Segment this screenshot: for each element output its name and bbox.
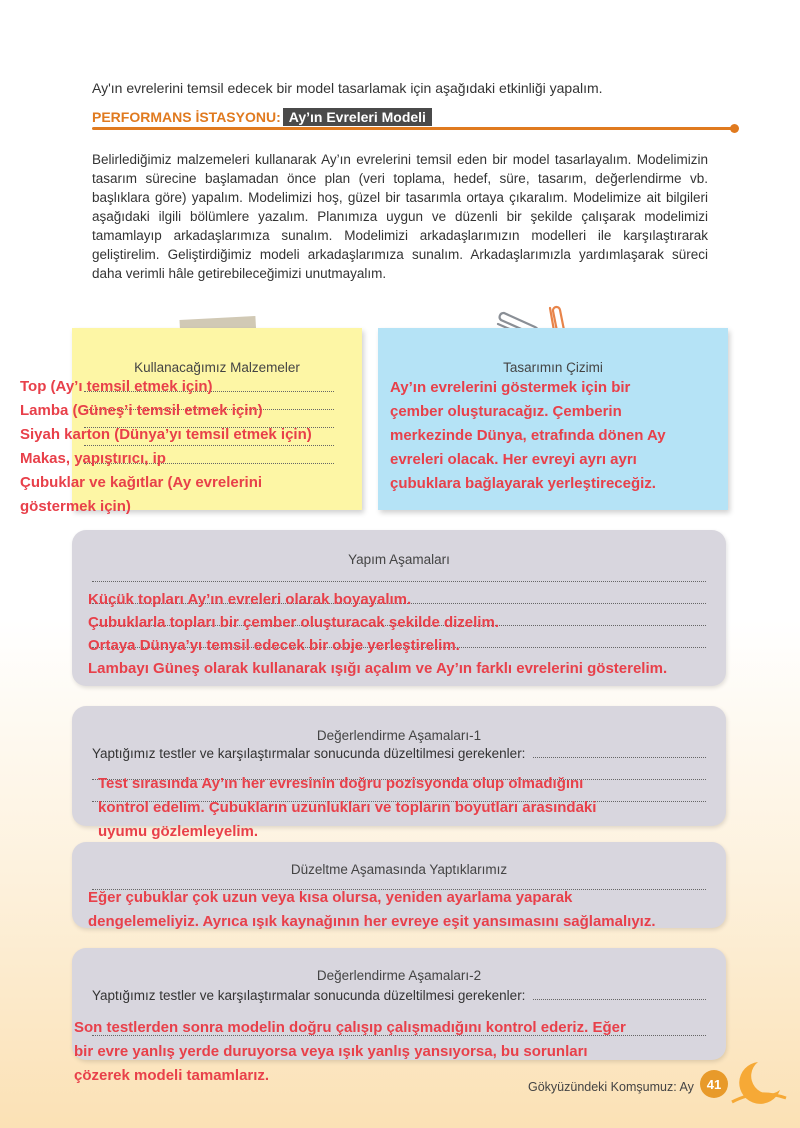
intro-text: Ay'ın evrelerini temsil edecek bir model tasarlamak için aşağıdaki etkinliği yapalım. bbox=[92, 80, 603, 96]
design-line: çember oluşturacağız. Çemberin bbox=[390, 403, 622, 420]
material-item: Siyah karton (Dünya’yı temsil etmek için) bbox=[20, 426, 312, 443]
evaluation-1-prompt: Yaptığımız testler ve karşılaştırmalar sonucunda düzeltilmesi gerekenler: bbox=[92, 746, 526, 761]
evaluation-2-line: bir evre yanlış yerde duruyorsa veya ışık yanlış yansıyorsa, bu sorunları bbox=[74, 1043, 588, 1060]
design-line: merkezinde Dünya, etrafında dönen Ay bbox=[390, 427, 666, 444]
evaluation-2-line: Son testlerden sonra modelin doğru çalışıp çalışmadığını kontrol ederiz. Eğer bbox=[74, 1019, 626, 1036]
evaluation-2-prompt: Yaptığımız testler ve karşılaştırmalar sonucunda düzeltilmesi gerekenler: bbox=[92, 988, 526, 1003]
footer-unit-title: Gökyüzündeki Komşumuz: Ay bbox=[528, 1080, 694, 1094]
heading-rule bbox=[92, 127, 732, 130]
performance-tag: Ay’ın Evreleri Modeli bbox=[283, 108, 432, 126]
build-step: Lambayı Güneş olarak kullanarak ışığı açalım ve Ay’ın farklı evrelerini gösterelim. bbox=[88, 660, 668, 677]
correction-notes bbox=[88, 886, 788, 934]
materials-list bbox=[20, 375, 380, 519]
design-description bbox=[390, 376, 730, 496]
design-line: Ay’ın evrelerini göstermek için bir bbox=[390, 379, 631, 396]
evaluation-1-line: uyumu gözlemleyelim. bbox=[98, 823, 259, 840]
correction-line: Eğer çubuklar çok uzun veya kısa olursa, yeniden ayarlama yaparak bbox=[88, 889, 573, 906]
build-step: Çubuklarla topları bir çember oluşturacak şekilde dizelim. bbox=[88, 614, 499, 631]
heading-rule-dot bbox=[730, 124, 739, 133]
correction-title: Düzeltme Aşamasında Yaptıklarımız bbox=[290, 862, 508, 877]
performance-label: PERFORMANS İSTASYONU: bbox=[92, 109, 281, 125]
design-line: çubuklara bağlayarak yerleştireceğiz. bbox=[390, 475, 656, 492]
build-title: Yapım Aşamaları bbox=[348, 552, 450, 567]
material-item: Makas, yapıştırıcı, ip bbox=[20, 450, 166, 467]
material-item: Top (Ay’ı temsil etmek için) bbox=[20, 378, 213, 395]
evaluation-1-line: kontrol edelim. Çubukların uzunlukları ve topların boyutları arasındaki bbox=[98, 799, 597, 816]
performance-heading bbox=[92, 108, 432, 126]
evaluation-2-line: çözerek modeli tamamlarız. bbox=[74, 1067, 270, 1084]
evaluation-2-notes bbox=[74, 1016, 774, 1088]
page-number: 41 bbox=[700, 1070, 728, 1098]
material-item: Lamba (Güneş’i temsil etmek için) bbox=[20, 402, 263, 419]
design-line: evreleri olacak. Her evreyi ayrı ayrı bbox=[390, 451, 637, 468]
material-item: Çubuklar ve kağıtlar (Ay evrelerini bbox=[20, 474, 263, 491]
evaluation-1-line: Test sırasında Ay’ın her evresinin doğru pozisyonda olup olmadığını bbox=[98, 775, 584, 792]
moon-crescent-icon bbox=[728, 1058, 788, 1108]
evaluation-1-notes bbox=[98, 772, 738, 844]
build-steps bbox=[88, 588, 788, 680]
evaluation-1-title: Değerlendirme Aşamaları-1 bbox=[316, 728, 482, 743]
materials-title: Kullanacağımız Malzemeler bbox=[134, 360, 300, 375]
evaluation-2-title: Değerlendirme Aşamaları-2 bbox=[316, 968, 482, 983]
build-step: Ortaya Dünya’yı temsil edecek bir obje yerleştirelim. bbox=[88, 637, 460, 654]
design-title: Tasarımın Çizimi bbox=[503, 360, 603, 375]
material-item: göstermek için) bbox=[20, 498, 131, 515]
correction-line: dengelemeliyiz. Ayrıca ışık kaynağının her evreye eşit yansımasını sağlamalıyız. bbox=[88, 913, 656, 930]
build-step: Küçük topları Ay’ın evreleri olarak boyayalım. bbox=[88, 591, 412, 608]
instructions-paragraph: Belirlediğimiz malzemeleri kullanarak Ay’ın evrelerini temsil eden bir model tasarlayalım. Modelimizin tasarım sürecine başlamadan önce plan (veri toplama, hedef, süre, tasarım, değerlendirme vb. başlıklara göre) yapalım. Modelimizi hoş, güzel bir tasarımla ortaya çıkaralım. Modelimize ait bilgileri aşağıdaki ilgili bölümlere yazalım. Planımıza uygun ve düzenli bir şekilde çalışarak modelimizi tamamlayıp arkadaşlarımıza sunalım. Modelimizi arkadaşlarımızın modelleri ile karşılaştırarak geliştirelim. Geliştirdiğimiz modeli arkadaşlarımıza sunalım. Arkadaşlarımızla yardımlaşarak süreci daha verimli hâle getirebileceğimizi unutmayalım. bbox=[92, 152, 708, 281]
